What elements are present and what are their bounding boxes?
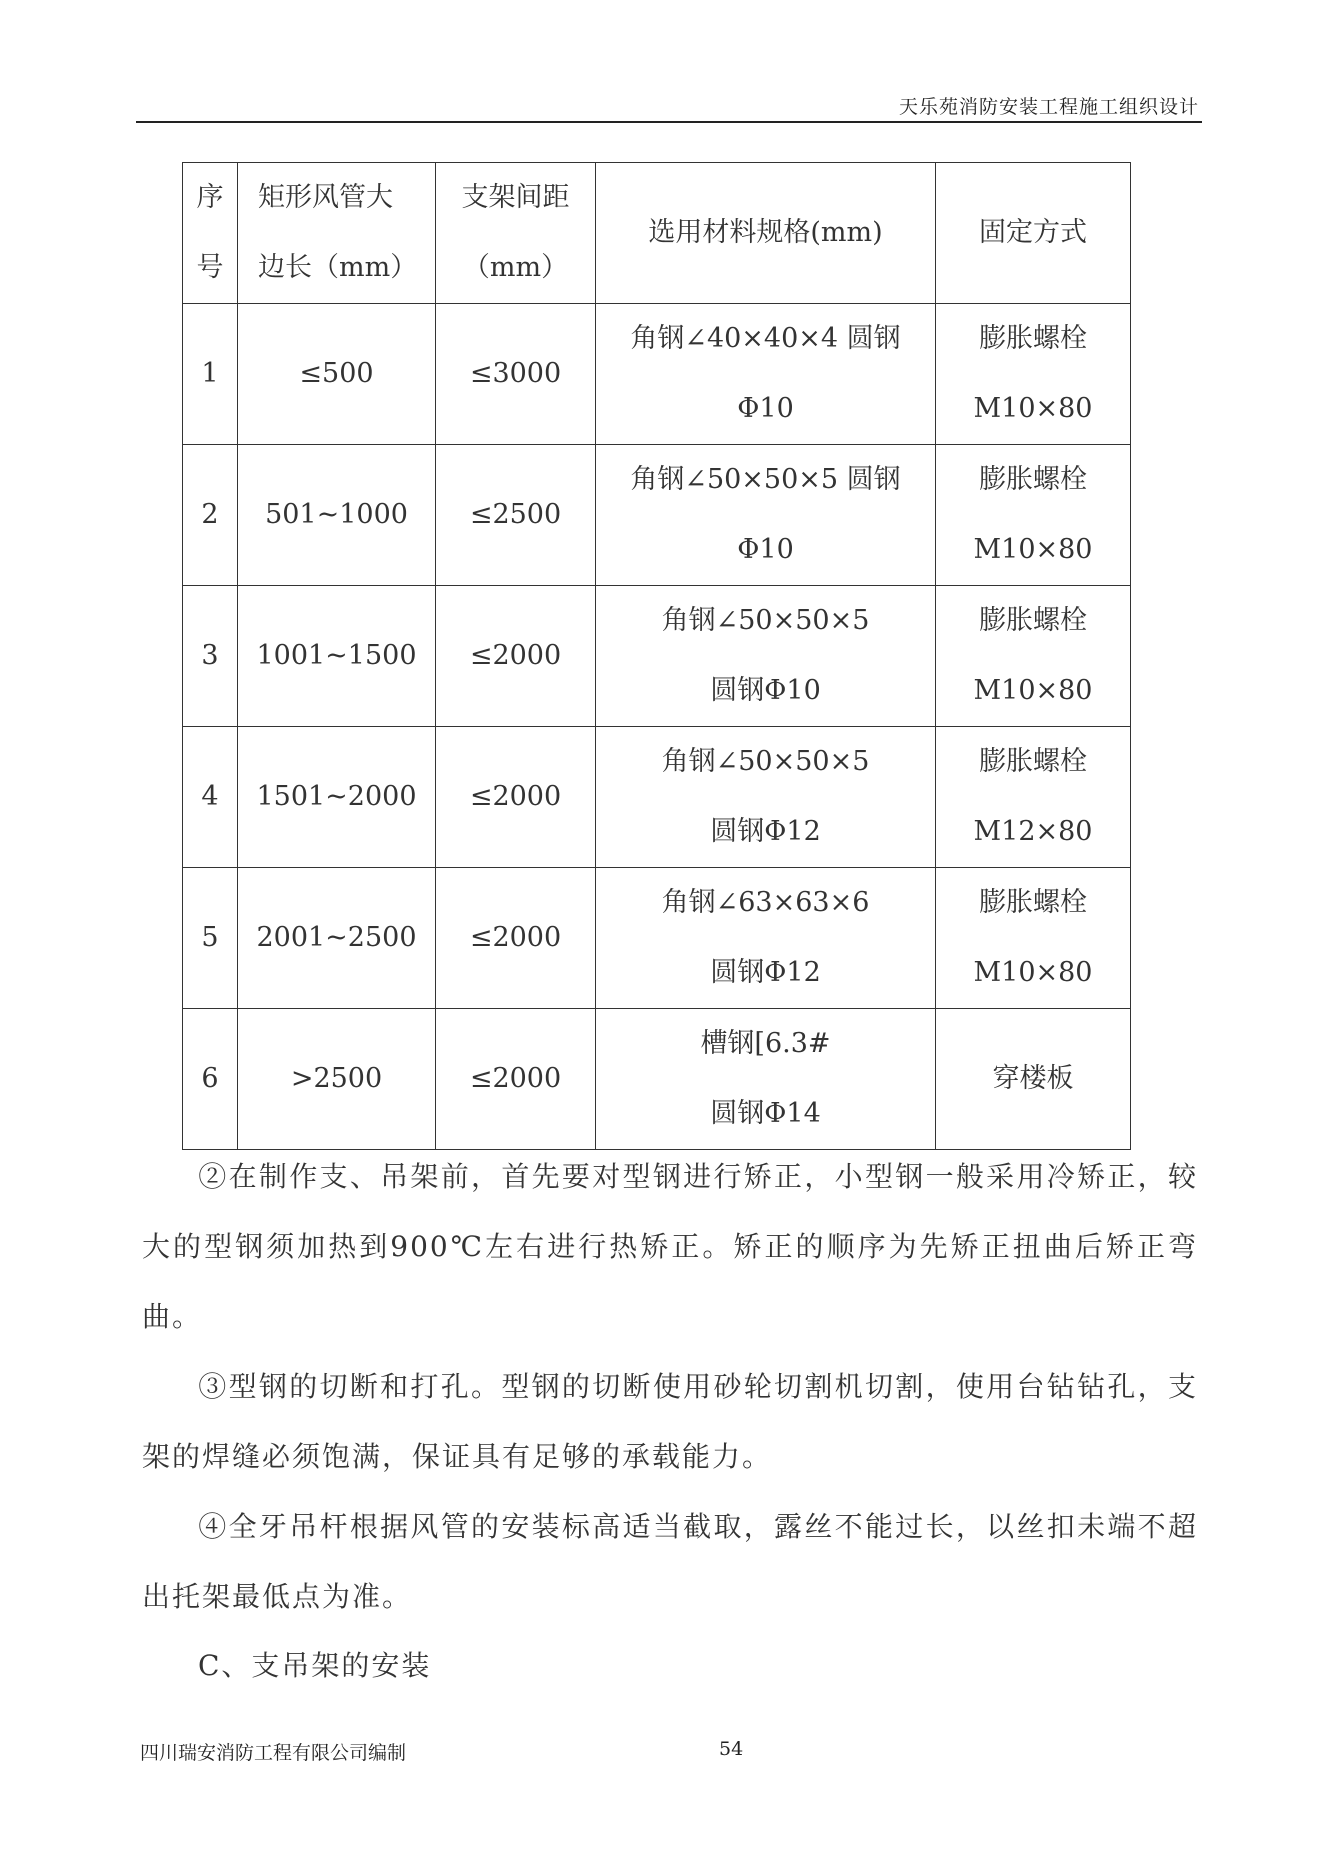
cell-material: 角钢∠50×50×5 圆钢Φ12 (596, 727, 936, 868)
cell-fixing: 穿楼板 (936, 1009, 1131, 1150)
cell-no: 3 (183, 586, 238, 727)
cell-spacing: ≤2000 (436, 1009, 596, 1150)
header-no: 序 号 (183, 163, 238, 304)
header-title: 天乐苑消防安装工程施工组织设计 (898, 96, 1199, 118)
cell-fixing: 膨胀螺栓 M12×80 (936, 727, 1131, 868)
cell-spacing: ≤2000 (436, 868, 596, 1009)
cell-no: 1 (183, 304, 238, 445)
cell-edge: 501~1000 (238, 445, 436, 586)
cell-fixing: 膨胀螺栓 M10×80 (936, 304, 1131, 445)
table-row (183, 868, 1131, 1009)
table-row (183, 1009, 1131, 1150)
table-row (183, 727, 1131, 868)
cell-no: 6 (183, 1009, 238, 1150)
cell-material: 角钢∠50×50×5 圆钢 Φ10 (596, 445, 936, 586)
cell-edge: ≤500 (238, 304, 436, 445)
paragraph-cutting: ③型钢的切断和打孔。型钢的切断使用砂轮切割机切割，使用台钻钻孔，支架的焊缝必须饱满，保证具有足够的承载能力。 (142, 1370, 1198, 1473)
cell-material: 槽钢[6.3# 圆钢Φ14 (596, 1009, 936, 1150)
page-number: 54 (719, 1738, 744, 1760)
cell-fixing: 膨胀螺栓 M10×80 (936, 868, 1131, 1009)
header-rule (136, 121, 1202, 123)
cell-spacing: ≤3000 (436, 304, 596, 445)
cell-edge: >2500 (238, 1009, 436, 1150)
cell-no: 2 (183, 445, 238, 586)
table-row (183, 304, 1131, 445)
header-edge-length: 矩形风管大 边长（mm） (238, 163, 436, 304)
cell-material: 角钢∠50×50×5 圆钢Φ10 (596, 586, 936, 727)
paragraph-hanger-rod: ④全牙吊杆根据风管的安装标高适当截取，露丝不能过长，以丝扣未端不超出托架最低点为准。 (142, 1510, 1198, 1613)
cell-edge: 1001~1500 (238, 586, 436, 727)
cell-material: 角钢∠40×40×4 圆钢 Φ10 (596, 304, 936, 445)
section-heading-installation: C、支吊架的安装 (198, 1649, 432, 1682)
support-spec-table (182, 162, 1131, 1150)
table-row (183, 586, 1131, 727)
table-row (183, 445, 1131, 586)
cell-spacing: ≤2000 (436, 586, 596, 727)
header-material: 选用材料规格(mm) (596, 163, 936, 304)
cell-spacing: ≤2500 (436, 445, 596, 586)
cell-edge: 2001~2500 (238, 868, 436, 1009)
cell-spacing: ≤2000 (436, 727, 596, 868)
header-spacing: 支架间距 （mm） (436, 163, 596, 304)
table-header-row (183, 163, 1131, 304)
footer-company: 四川瑞安消防工程有限公司编制 (140, 1742, 407, 1764)
cell-material: 角钢∠63×63×6 圆钢Φ12 (596, 868, 936, 1009)
cell-no: 5 (183, 868, 238, 1009)
cell-edge: 1501~2000 (238, 727, 436, 868)
cell-no: 4 (183, 727, 238, 868)
cell-fixing: 膨胀螺栓 M10×80 (936, 586, 1131, 727)
paragraph-straightening: ②在制作支、吊架前，首先要对型钢进行矫正，小型钢一般采用冷矫正，较大的型钢须加热到900℃左右进行热矫正。矫正的顺序为先矫正扭曲后矫正弯曲。 (142, 1160, 1198, 1333)
cell-fixing: 膨胀螺栓 M10×80 (936, 445, 1131, 586)
header-fixing: 固定方式 (936, 163, 1131, 304)
